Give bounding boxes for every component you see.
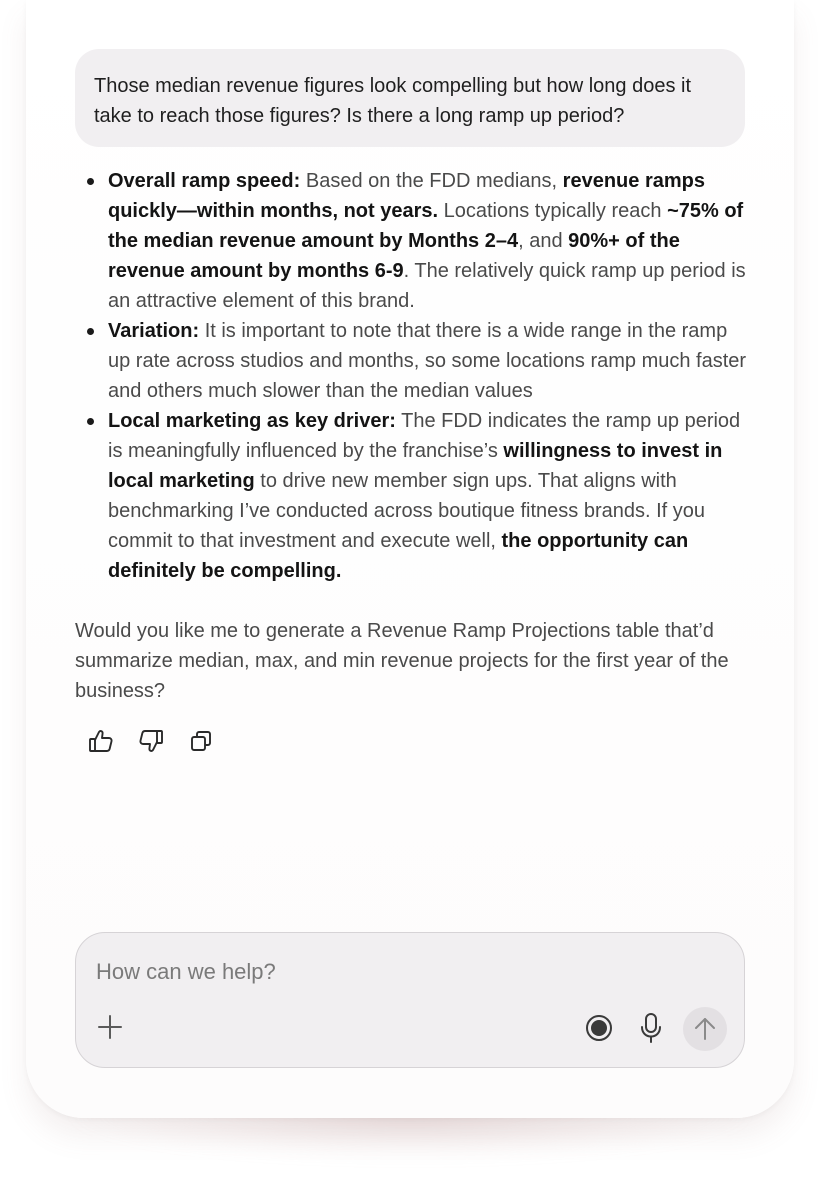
bullet-text: The FDD indicates the ramp up period is meaningfully influenced by the franchise’s [108,410,741,462]
bullet-dot [87,178,94,185]
answer-bullet-variation [84,316,754,406]
bullet-bold-text: revenue ramps quickly—within months, not years. [108,170,705,222]
message-input[interactable] [94,949,698,995]
answer-bullet-local-marketing [84,406,754,586]
bullet-text: , and [518,230,569,252]
bullet-label: Overall ramp speed: [108,170,301,192]
user-message-text: Those median revenue figures look compelling but how long does it take to reach those figures? Is there a long ramp up period? [94,75,692,127]
bullet-text: Based on the FDD medians, [300,170,563,192]
bullet-label: Variation: [108,320,200,342]
user-message-bubble [75,49,745,147]
bullet-text: to drive new member sign ups. That aligns with benchmarking I’ve conducted across boutique fitness brands. If you commit to that investment and execute well, [108,470,706,552]
thumbs-down-icon [137,727,165,755]
bullet-text: Locations typically reach [438,200,668,222]
bullet-label: Local marketing as key driver: [108,410,396,432]
dictation-button[interactable] [636,1011,666,1045]
attach-button[interactable] [94,1011,126,1043]
bullet-dot [87,418,94,425]
microphone-icon [639,1012,663,1044]
thumbs-down-button[interactable] [136,726,166,756]
bullet-bold-text: willingness to invest in local marketing [108,440,723,492]
thumbs-up-button[interactable] [86,726,116,756]
message-actions [86,726,216,756]
copy-button[interactable] [186,726,216,756]
message-composer [75,932,745,1068]
record-icon [585,1014,613,1042]
send-button[interactable] [683,1007,727,1051]
bullet-text: . The relatively quick ramp up period is an attractive element of this brand. [108,260,746,312]
answer-bullet-ramp-speed [84,166,754,316]
bullet-dot [87,328,94,335]
copy-icon [188,728,214,754]
voice-mode-button[interactable] [584,1013,614,1043]
thumbs-up-icon [87,727,115,755]
bullet-text: It is important to note that there is a wide range in the ramp up rate across studios and months, so some locations ramp much faster and others much slower than the median values [108,320,747,402]
bullet-bold-text: ~75% of the median revenue amount by Months 2–4 [108,200,744,252]
assistant-follow-up: Would you like me to generate a Revenue Ramp Projections table that’d summarize median, max, and min revenue projects for the first year of the business? [75,620,729,702]
assistant-answer-list [84,166,754,586]
plus-icon [96,1013,124,1041]
arrow-up-icon [692,1016,718,1042]
bullet-bold-text: 90%+ of the revenue amount by months 6-9 [108,230,680,282]
bullet-bold-text: the opportunity can definitely be compelling. [108,530,689,582]
